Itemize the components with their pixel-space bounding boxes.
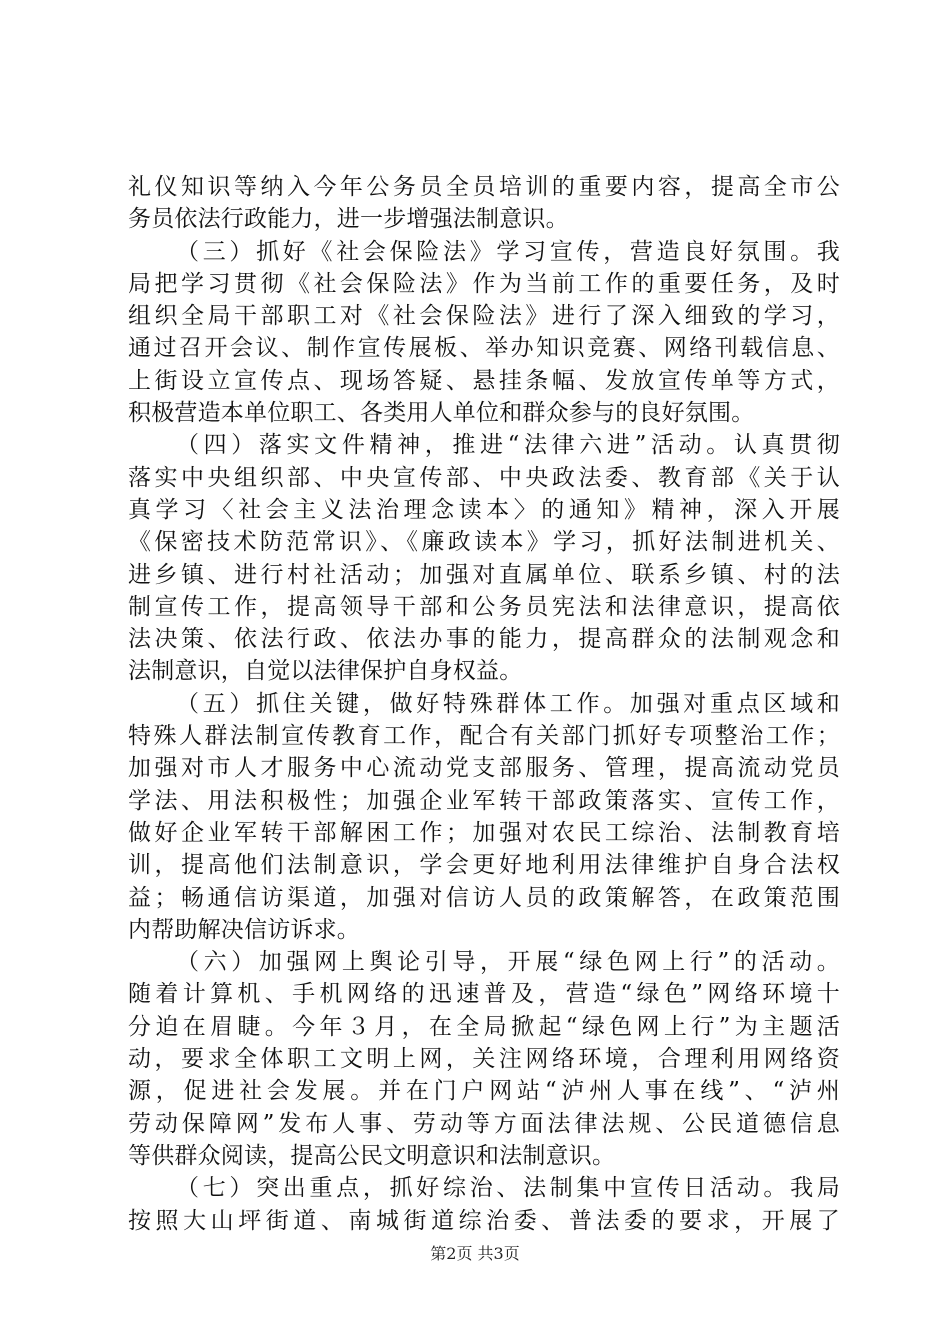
text-line: 上街设立宣传点、现场答疑、悬挂条幅、发放宣传单等方式， <box>128 367 840 394</box>
text-line: 组织全局干部职工对《社会保险法》进行了深入细致的学习， <box>128 303 840 330</box>
text-line: 分迫在眉睫。今年３月，在全局掀起“绿色网上行”为主题活 <box>128 1013 840 1040</box>
text-line: 加强对市人才服务中心流动党支部服务、管理，提高流动党员 <box>128 755 840 782</box>
text-line: 《保密技术防范常识》、《廉政读本》学习，抓好法制进机关、 <box>128 529 840 556</box>
text-line: 法决策、依法行政、依法办事的能力，提高群众的法制观念和 <box>128 626 840 653</box>
text-line: 源，促进社会发展。并在门户网站“泸州人事在线”、“泸州 <box>128 1078 840 1105</box>
text-line: 随着计算机、手机网络的迅速普及，营造“绿色”网络环境十 <box>128 981 840 1008</box>
text-line: 训，提高他们法制意识，学会更好地利用法律维护自身合法权 <box>128 852 840 879</box>
text-line: 法制意识，自觉以法律保护自身权益。 <box>128 658 523 685</box>
text-line: 益；畅通信访渠道，加强对信访人员的政策解答，在政策范围 <box>128 884 840 911</box>
text-line: 局把学习贯彻《社会保险法》作为当前工作的重要任务，及时 <box>128 270 840 297</box>
text-line: 动，要求全体职工文明上网，关注网络环境，合理利用网络资 <box>128 1046 840 1073</box>
page-footer <box>0 1244 950 1264</box>
text-line: 真学习〈社会主义法治理念读本〉的通知》精神，深入开展 <box>128 496 840 523</box>
text-line: 特殊人群法制宣传教育工作，配合有关部门抓好专项整治工作； <box>128 723 840 750</box>
text-line: 劳动保障网”发布人事、劳动等方面法律法规、公民道德信息 <box>128 1110 840 1137</box>
text-line: 通过召开会议、制作宣传展板、举办知识竞赛、网络刊载信息、 <box>128 335 840 362</box>
text-line: 积极营造本单位职工、各类用人单位和群众参与的良好氛围。 <box>128 400 755 427</box>
text-line: 等供群众阅读，提高公民文明意识和法制意识。 <box>128 1142 616 1169</box>
text-line: 礼仪知识等纳入今年公务员全员培训的重要内容，提高全市公 <box>128 174 840 200</box>
text-line: 内帮助解决信访诉求。 <box>128 916 360 943</box>
text-line: 进乡镇、进行村社活动；加强对直属单位、联系乡镇、村的法 <box>128 561 840 588</box>
text-line: 落实中央组织部、中央宣传部、中央政法委、教育部《关于认 <box>128 464 840 491</box>
paragraph-heading-line: （五）抓住关键，做好特殊群体工作。加强对重点区域和 <box>176 690 840 717</box>
text-line: 学法、用法积极性；加强企业军转干部政策落实、宣传工作， <box>128 787 840 814</box>
paragraph-heading-line: （三）抓好《社会保险法》学习宣传，营造良好氛围。我 <box>176 238 840 265</box>
text-line: 按照大山坪街道、南城街道综治委、普法委的要求，开展了 <box>128 1207 840 1234</box>
text-line: 做好企业军转干部解困工作；加强对农民工综治、法制教育培 <box>128 819 840 846</box>
paragraph-heading-line: （六）加强网上舆论引导，开展“绿色网上行”的活动。 <box>176 949 840 976</box>
page-number-label: 第2页 共3页 <box>430 1244 520 1263</box>
paragraph-heading-line: （七）突出重点，抓好综治、法制集中宣传日活动。我局 <box>176 1175 840 1202</box>
text-line: 制宣传工作，提高领导干部和公务员宪法和法律意识，提高依 <box>128 593 840 620</box>
document-body <box>128 171 840 1237</box>
paragraph-heading-line: （四）落实文件精神，推进“法律六进”活动。认真贯彻 <box>176 432 840 459</box>
text-line: 务员依法行政能力，进一步增强法制意识。 <box>128 206 569 233</box>
